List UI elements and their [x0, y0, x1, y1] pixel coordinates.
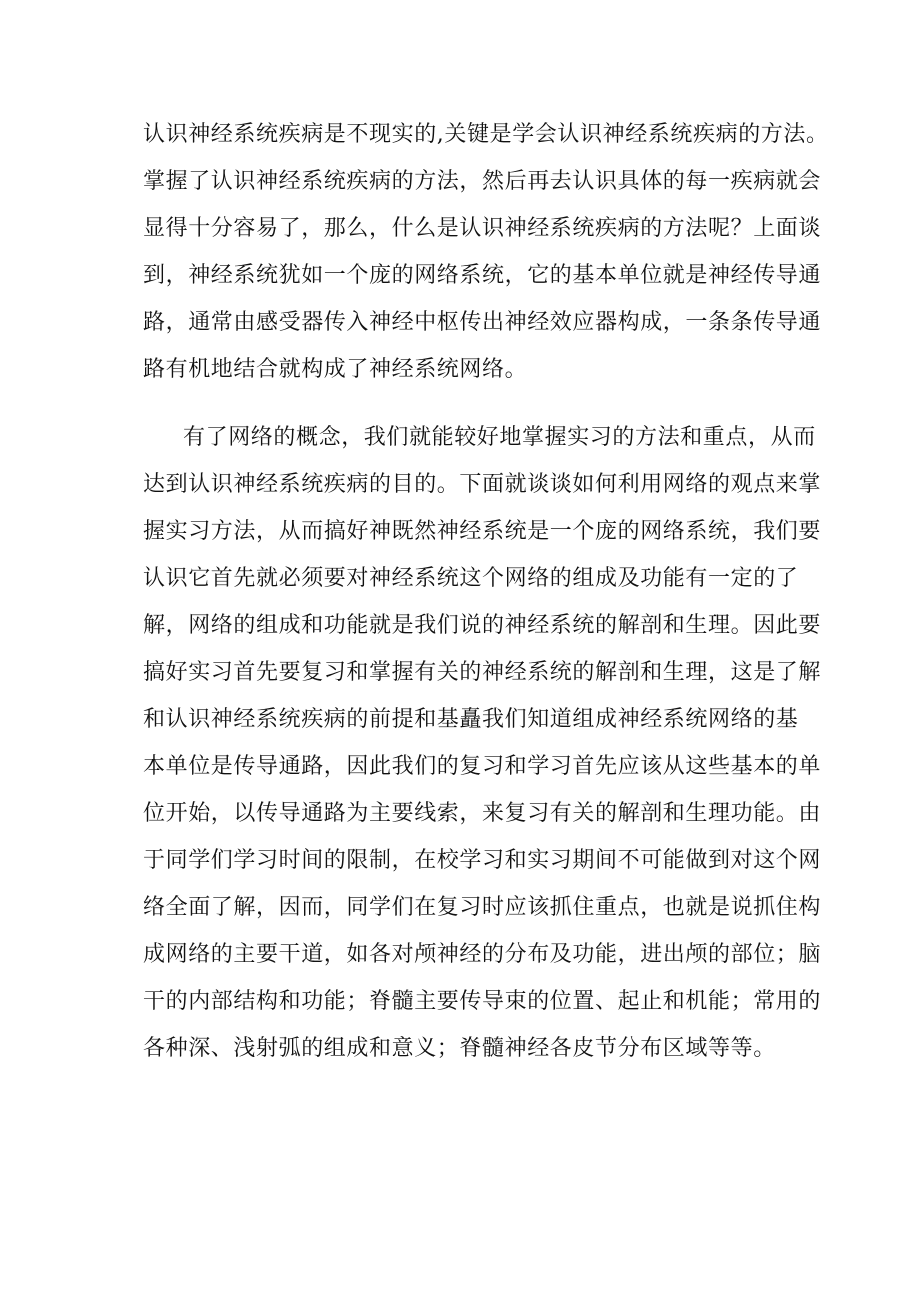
text-line: 到，神经系统犹如一个庞的网络系统，它的基本单位就是神经传导通 [143, 263, 822, 288]
text-line: 本单位是传导通路，因此我们的复习和学习首先应该从这些基本的单 [143, 754, 822, 779]
text-line: 搞好实习首先要复习和掌握有关的神经系统的解剖和生理，这是了解 [143, 660, 822, 685]
text-line: 位开始，以传导通路为主要线索，来复习有关的解剖和生理功能。由 [143, 801, 822, 826]
text-line: 络全面了解，因而，同学们在复习时应该抓住重点，也就是说抓住构 [143, 895, 822, 920]
text-line: 认识神经系统疾病是不现实的,关键是学会认识神经系统疾病的方法。 [143, 122, 829, 147]
text-line: 于同学们学习时间的限制，在校学习和实习期间不可能做到对这个网 [143, 848, 822, 873]
text-line: 路，通常由感受器传入神经中枢传出神经效应器构成，一条条传导通 [143, 310, 822, 335]
text-line: 成网络的主要干道，如各对颅神经的分布及功能，进出颅的部位；脑 [143, 942, 822, 967]
text-line: 路有机地结合就构成了神经系统网络。 [143, 357, 528, 382]
text-line: 握实习方法，从而搞好神既然神经系统是一个庞的网络系统，我们要 [143, 519, 822, 544]
text-line: 显得十分容易了，那么，什么是认识神经系统疾病的方法呢？上面谈 [143, 216, 822, 241]
text-line: 干的内部结构和功能；脊髓主要传导束的位置、起止和机能；常用的 [143, 989, 822, 1014]
text-line: 达到认识神经系统疾病的目的。下面就谈谈如何利用网络的观点来掌 [143, 472, 822, 497]
text-line: 和认识神经系统疾病的前提和基矗我们知道组成神经系统网络的基 [143, 707, 799, 732]
text-line: 各种深、浅射弧的组成和意义；脊髓神经各皮节分布区域等等。 [143, 1036, 776, 1061]
text-line: 有了网络的概念，我们就能较好地掌握实习的方法和重点，从而 [183, 425, 816, 450]
text-line: 掌握了认识神经系统疾病的方法，然后再去认识具体的每一疾病就会 [143, 169, 822, 194]
text-line: 认识它首先就必须要对神经系统这个网络的组成及功能有一定的了 [143, 566, 799, 591]
text-line: 解，网络的组成和功能就是我们说的神经系统的解剖和生理。因此要 [143, 613, 822, 638]
